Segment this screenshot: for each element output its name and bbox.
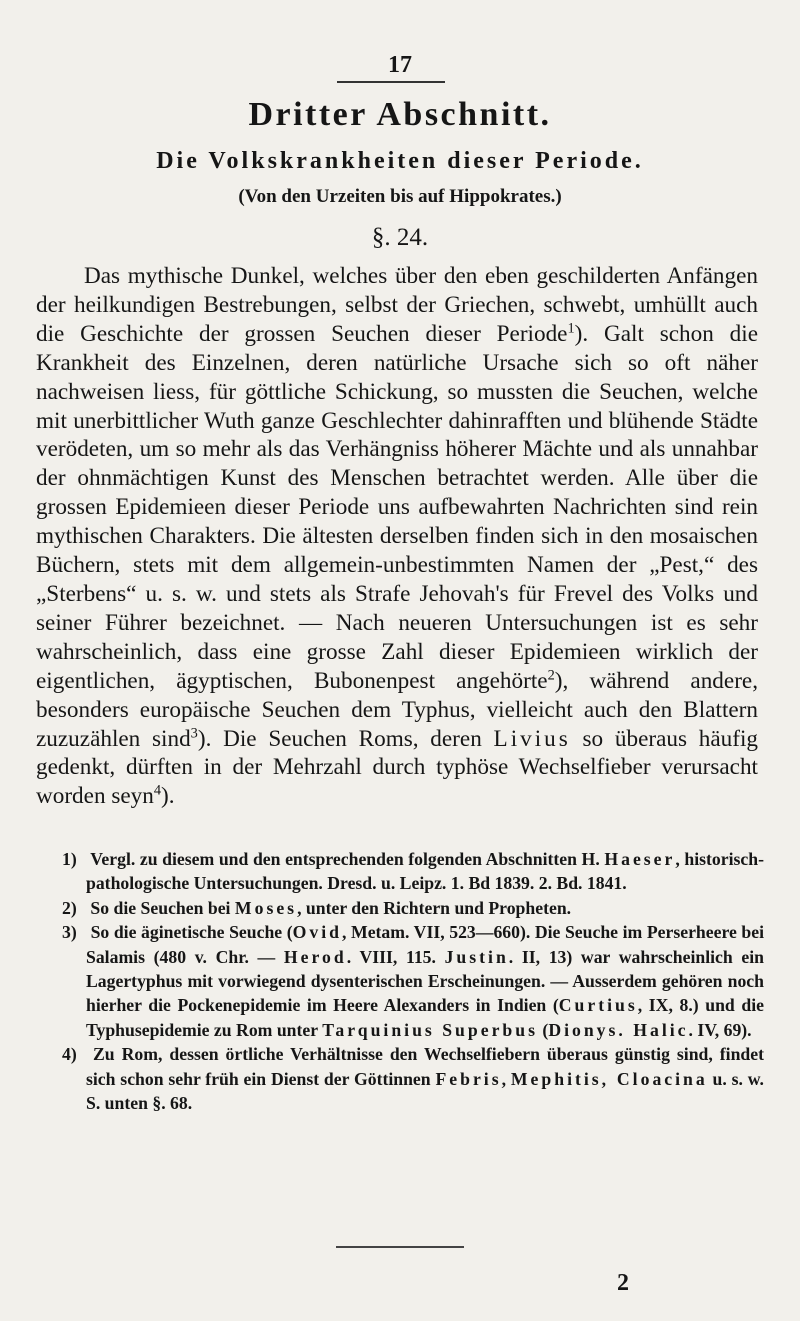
paragraph-text: ). Die Seuchen Roms, deren	[197, 725, 494, 752]
main-paragraph	[36, 262, 758, 811]
chapter-subtitle: Die Volkskrankheiten dieser Periode.	[156, 148, 644, 174]
footnote-number: 3)	[62, 922, 77, 943]
page-number-rule	[337, 81, 445, 83]
footnote-text: , unter den Richtern und Propheten.	[297, 897, 572, 918]
footnote-text: . VIII, 115.	[346, 946, 445, 967]
paragraph-text: ).	[161, 783, 175, 810]
spaced-name: Dionys. Halic	[548, 1019, 689, 1040]
paragraph-text: ), während andere, besonders europäische Seuchen dem Typhus, vielleicht auch den Blattern zuzuzählen sind	[36, 667, 758, 752]
footnote-1	[36, 847, 764, 896]
spaced-name: Herod	[283, 946, 347, 967]
footnote-ref: 3	[190, 724, 198, 741]
spaced-name: Justin	[444, 946, 509, 967]
footnote-text: Vergl. zu diesem und den entsprechenden folgenden Abschnitten H.	[90, 849, 605, 869]
footnote-2	[36, 896, 764, 920]
footnote-number: 1)	[62, 849, 77, 869]
footnote-text: u. s. w. S. unten §. 68.	[86, 1068, 764, 1114]
footnote-ref: 2	[547, 666, 555, 683]
end-rule	[336, 1246, 464, 1248]
spaced-name: Curtius	[558, 995, 638, 1016]
footnote-text: . II, 13) war wahrscheinlich ein Lagertyphus mit vorwiegend dysenterischen Erscheinungen. — Ausserdem gehören noch hierher die Pockenepidemie im Heere Alexanders in Indien (	[86, 946, 764, 1016]
paragraph-text: Das mythische Dunkel, welches über den eben geschilderten Anfängen der heilkundigen Bestrebungen, selbst der Griechen, schwebt, umhüllt auch die Geschichte der grossen Seuchen dieser Periode	[36, 263, 758, 347]
footnote-text: , IX, 8.) und die Typhusepidemie zu Rom unter	[86, 995, 764, 1040]
footnote-ref: 4	[153, 782, 162, 799]
footnote-4	[36, 1042, 764, 1115]
spaced-name: Ovid	[292, 922, 342, 943]
spaced-name: Mephitis, Cloacina	[510, 1068, 708, 1089]
chapter-period: (Von den Urzeiten bis auf Hippokrates.)	[238, 186, 562, 207]
footnote-text: , Metam. VII, 523—660). Die Seuche im Perserheere bei Salamis (480 v. Chr. —	[86, 922, 765, 967]
paragraph-text: so überaus häufig gedenkt, dürften in der Mehrzahl durch typhöse Wechselfieber verursacht worden seyn	[36, 725, 758, 810]
footnote-text: Zu Rom, dessen örtliche Verhältnisse den Wechselfiebern überaus günstig sind, findet sich schon sehr früh ein Dienst der Göttinnen	[86, 1044, 764, 1089]
footnote-text: . IV, 69).	[688, 1019, 752, 1040]
footnote-text: So die äginetische Seuche (	[90, 922, 293, 943]
footnote-text: (	[538, 1019, 549, 1040]
spaced-name: Livius	[493, 725, 571, 752]
section-number: §. 24.	[371, 224, 429, 251]
footnote-text: ,	[501, 1068, 511, 1089]
footnote-number: 4)	[62, 1044, 77, 1065]
chapter-title: Dritter Abschnitt.	[248, 96, 552, 133]
signature-mark: 2	[617, 1270, 629, 1296]
footnote-number: 2)	[62, 897, 77, 918]
footnote-text: , historisch-pathologische Untersuchungen. Dresd. u. Leipz. 1. Bd 1839. 2. Bd. 1841.	[86, 849, 764, 894]
footnote-text: So die Seuchen bei	[90, 897, 235, 918]
paragraph-text: ). Galt schon die Krankheit des Einzelnen, deren natürliche Ursache sich so oft näher nachweisen liess, für göttliche Schickung, so mussten die Seuchen, welche mit unerbittlicher Wuth ganze Geschlechter dahinrafften und blühende Städte verödeten, um so mehr als das Verhängniss höherer Mächte und als unnahbar der ohnmächtigen Kunst des Menschen betrachtet werden. Alle über die grossen Epidemieen dieser Periode uns aufbewahrten Nachrichten sind rein mythischen Charakters. Die ältesten derselben finden sich in den mosaischen Büchern, stets mit dem allgemein-unbestimmten Namen der „Pest,“ des „Sterbens“ u. s. w. und stets als Strafe Jehovah's für Frevel des Volks und seiner Führer bezeichnet. — Nach neueren Untersuchungen ist es sehr wahrscheinlich, dass eine grosse Zahl dieser Epidemieen wirklich der eigentlichen, ägyptischen, Bubonenpest angehörte	[36, 320, 758, 694]
spaced-name: Haeser	[604, 849, 676, 869]
footnotes	[36, 847, 764, 1115]
spaced-name: Moses	[234, 897, 298, 918]
footnote-ref: 1	[567, 320, 575, 337]
page-number: 17	[388, 52, 412, 78]
footnote-3	[36, 920, 764, 1042]
spaced-name: Tarquinius Superbus	[322, 1019, 538, 1040]
spaced-name: Febris	[435, 1068, 502, 1089]
